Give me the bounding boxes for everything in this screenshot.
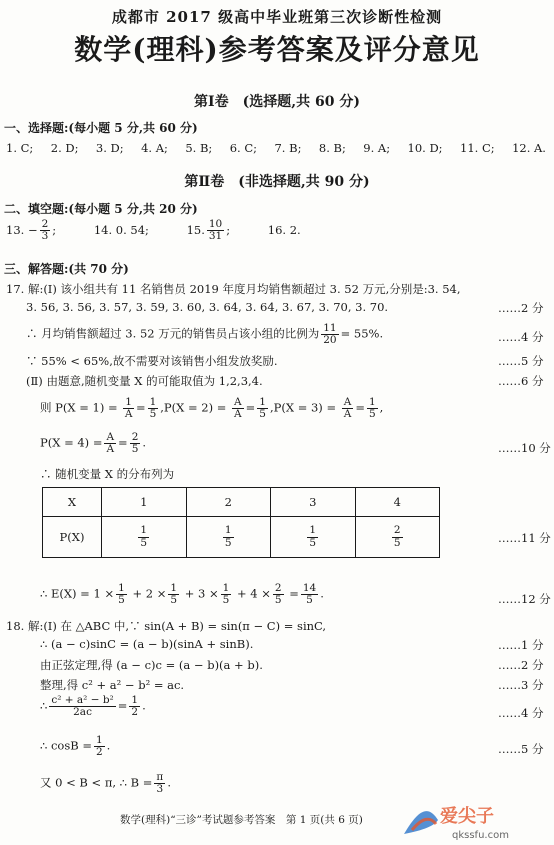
score-mark: ……5 分 — [498, 742, 544, 756]
mc-answer: 6. C; — [229, 141, 258, 155]
table-row — [43, 517, 440, 558]
table-cell: $\frac{1}{5}$ — [271, 517, 356, 558]
table-cell: 3 — [271, 488, 356, 517]
mc-answer: 7. B; — [274, 141, 302, 155]
score-mark: ……5 分 — [498, 354, 544, 368]
q17-line-6: 则 P(X = 1) = $\frac{1}{A}$ = $\frac{1}{5}$ ,P(X = 2) = $\frac{A}{A}$ = $\frac{1}{5}$ ,P(X = 3) = $\frac{A}{A}$ = $\frac{1}{5}$ , — [40, 396, 384, 421]
score-mark: ……11 分 — [498, 531, 551, 545]
q17-line-5: (Ⅱ) 由题意,随机变量 X 的可能取值为 1,2,3,4. — [26, 374, 263, 388]
score-mark: ……4 分 — [498, 330, 544, 344]
mc-answer: 12. A. — [512, 141, 546, 155]
mc-answer: 3. D; — [95, 141, 124, 155]
watermark-url: qkssfu.com — [452, 830, 509, 841]
section-solutions: 三、解答题:(共 70 分) — [4, 262, 129, 276]
table-cell: 4 — [355, 488, 440, 517]
score-mark: ……6 分 — [498, 374, 544, 388]
q17-line-3: ∴ 月均销售额超过 3. 52 万元的销售员占该小组的比例为 $\frac{11}{20}$ = 55%. — [26, 322, 384, 347]
section-fill-in: 二、填空题:(每小题 5 分,共 20 分) — [4, 202, 198, 216]
table-cell: P(X) — [43, 517, 102, 558]
page-footer: 数学(理科)“三诊”考试题参考答案 第 1 页(共 6 页) — [120, 814, 363, 826]
mc-answer: 2. D; — [50, 141, 79, 155]
score-mark: ……3 分 — [498, 678, 544, 692]
q17-line-1: 17. 解:(Ⅰ) 该小组共有 11 名销售员 2019 年度月均销售额超过 3. 52 万元,分别是:3. 54, — [6, 282, 461, 296]
mc-answer: 1. C; — [6, 141, 34, 155]
q17-line-7: P(X = 4) = $\frac{A}{A}$ = $\frac{2}{5}$ . — [40, 431, 147, 456]
table-cell: 2 — [186, 488, 271, 517]
page-title: 数学(理科)参考答案及评分意见 — [74, 33, 480, 66]
q18-line-7: 又 0 < B < π, ∴ B = $\frac{\pi}{3}$ . — [40, 771, 171, 796]
mc-answer-row — [6, 141, 546, 155]
mc-answer: 11. C; — [460, 141, 495, 155]
q18-line-6: ∴ cosB = $\frac{1}{2}$ . — [40, 734, 111, 759]
mc-answer: 5. B; — [185, 141, 213, 155]
answer-16: 16. 2. — [267, 222, 301, 237]
answer-13: 13. − $\frac{2}{3}$ ; — [6, 218, 57, 243]
score-mark: ……12 分 — [498, 592, 551, 606]
score-mark: ……2 分 — [498, 301, 544, 315]
q17-line-2: 3. 56, 3. 56, 3. 57, 3. 59, 3. 60, 3. 64, 3. 64, 3. 67, 3. 70, 3. 70. — [26, 300, 389, 314]
fill-answer-row — [6, 219, 301, 242]
distribution-table — [42, 487, 440, 558]
mc-answer: 4. A; — [141, 141, 168, 155]
table-row — [43, 488, 440, 517]
table-cell: $\frac{1}{5}$ — [102, 517, 187, 558]
volume-1-heading: 第Ⅰ卷 (选择题,共 60 分) — [194, 94, 360, 110]
q18-line-3: 由正弦定理,得 (a − c)c = (a − b)(a + b). — [40, 658, 263, 672]
q18-line-5: ∴ $\frac{\text{c² + a² − b²}}{2ac}$ = $\frac{1}{2}$ . — [40, 694, 146, 719]
score-mark: ……10 分 — [498, 441, 551, 455]
watermark-brand: 爱尖子 — [440, 806, 494, 827]
score-mark: ……2 分 — [498, 658, 544, 672]
score-mark: ……1 分 — [498, 638, 544, 652]
answer-15: 15. $\frac{10}{31}$ ; — [186, 218, 231, 243]
answer-14: 14. 0. 54; — [93, 222, 149, 237]
volume-2-heading: 第Ⅱ卷 (非选择题,共 90 分) — [184, 174, 370, 190]
mc-answer: 8. B; — [318, 141, 346, 155]
table-cell: X — [43, 488, 102, 517]
q17-line-4: ∵ 55% < 65%,故不需要对该销售小组发放奖励. — [26, 354, 278, 368]
q17-line-9: ∴ E(X) = 1 × $\frac{1}{5}$ + 2 × $\frac{1}{5}$ + 3 × $\frac{1}{5}$ + 4 × $\frac{2}{5}$ = $\frac{14}{5}$ . — [40, 582, 324, 607]
q18-line-1: 18. 解:(Ⅰ) 在 △ABC 中,∵ sin(A + B) = sin(π − C) = sinC, — [6, 619, 327, 633]
exam-header: 成都市 2017 级高中毕业班第三次诊断性检测 — [111, 8, 443, 26]
q18-line-4: 整理,得 c² + a² − b² = ac. — [40, 678, 185, 692]
table-cell: $\frac{2}{5}$ — [355, 517, 440, 558]
table-cell: 1 — [102, 488, 187, 517]
score-mark: ……4 分 — [498, 706, 544, 720]
mc-answer: 9. A; — [363, 141, 391, 155]
q17-line-8: ∴ 随机变量 X 的分布列为 — [40, 467, 175, 481]
q18-line-2: ∴ (a − c)sinC = (a − b)(sinA + sinB). — [40, 637, 254, 651]
section-multiple-choice: 一、选择题:(每小题 5 分,共 60 分) — [4, 121, 198, 135]
table-cell: $\frac{1}{5}$ — [186, 517, 271, 558]
mc-answer: 10. D; — [407, 141, 443, 155]
